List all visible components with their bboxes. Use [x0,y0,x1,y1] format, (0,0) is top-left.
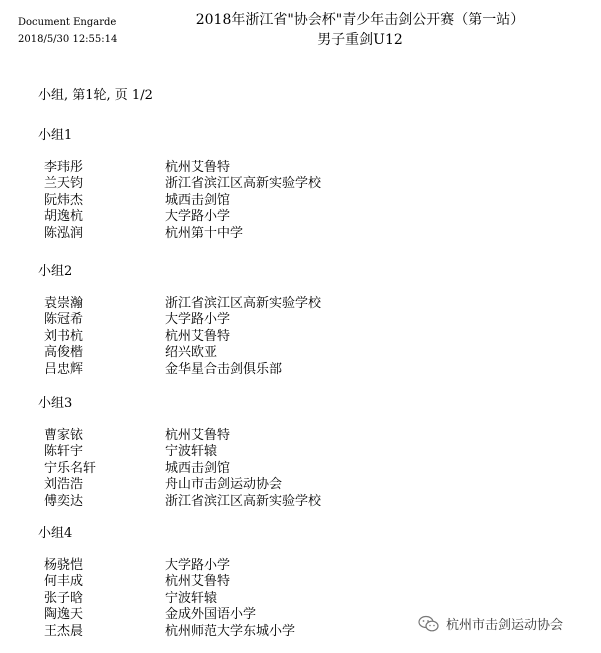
fencer-row [38,296,321,312]
fencer-row [38,226,321,242]
fencer-name: 胡逸杭 [44,209,84,225]
fencer-name: 阮炜杰 [44,192,84,208]
fencer-club: 城西击剑馆 [165,192,231,208]
fencer-club: 浙江省滨江区高新实验学校 [165,493,322,509]
fencer-row [38,362,321,378]
fencer-row [38,209,321,225]
fencer-list [38,428,321,510]
fencer-list [38,296,321,378]
fencer-row [38,345,321,361]
fencer-list [38,558,295,640]
fencer-club: 大学路小学 [165,312,231,328]
fencer-row [38,193,321,209]
group-title: 小组1 [38,128,73,143]
fencer-club: 大学路小学 [165,558,231,573]
header-left [18,14,117,48]
fencer-club: 城西击剑馆 [165,460,231,476]
fencer-row [38,428,321,444]
group-title: 小组3 [38,396,73,411]
group-block [38,262,321,378]
fencer-name: 兰天钧 [44,176,84,192]
fencer-club: 舟山市击剑运动协会 [165,477,283,493]
fencer-row [38,444,321,460]
fencer-name: 宁乐名轩 [44,460,97,476]
fencer-name: 杨骁恺 [44,558,84,573]
group-title: 小组4 [38,526,73,541]
fencer-club: 金成外国语小学 [165,607,257,623]
fencer-club: 杭州艾鲁特 [165,428,231,443]
fencer-list [38,160,321,242]
header-title-block [140,10,580,50]
fencer-row [38,461,321,477]
fencer-name: 陈轩宇 [44,444,84,460]
fencer-name: 吕忠辉 [44,361,84,377]
fencer-name: 刘浩浩 [44,477,84,493]
round-info: 小组, 第1轮, 页 1/2 [38,88,153,103]
fencer-name: 袁崇瀚 [44,296,84,311]
fencer-club: 浙江省滨江区高新实验学校 [165,296,322,311]
watermark [418,614,563,633]
fencer-club: 宁波轩辕 [165,444,218,460]
fencer-row [38,477,321,493]
competition-title: 2018年浙江省"协会杯"青少年击剑公开赛（第一站） [195,12,525,28]
fencer-club: 杭州艾鲁特 [165,574,231,590]
group-block [38,126,321,242]
fencer-row [38,591,295,607]
fencer-club: 浙江省滨江区高新实验学校 [165,176,322,192]
fencer-name: 陈冠希 [44,312,84,328]
group-block [38,524,295,640]
fencer-name: 陶逸天 [44,607,84,623]
fencer-name: 傅奕达 [44,493,84,509]
fencer-club: 杭州艾鲁特 [165,328,231,344]
fencer-club: 杭州艾鲁特 [165,160,231,175]
fencer-row [38,574,295,590]
fencer-row [38,176,321,192]
group-title: 小组2 [38,264,73,279]
software-name: Document Engarde [18,17,117,28]
watermark-text: 杭州市击剑运动协会 [446,618,564,633]
group-block [38,394,321,510]
fencer-row [38,607,295,623]
wechat-icon [418,615,440,633]
fencer-club: 杭州第十中学 [165,225,244,241]
fencer-name: 何丰成 [44,574,84,590]
fencer-name: 高俊楷 [44,345,84,361]
fencer-row [38,624,295,640]
fencer-name: 曹家铱 [44,428,84,443]
print-datetime: 2018/5/30 12:55:14 [18,34,118,45]
fencer-row [38,329,321,345]
fencer-club: 杭州师范大学东城小学 [165,623,296,639]
fencer-name: 陈泓润 [44,225,84,241]
fencer-name: 李玮彤 [44,160,84,175]
fencer-club: 大学路小学 [165,209,231,225]
fencer-name: 张子晗 [44,590,84,606]
fencer-row [38,494,321,510]
fencer-row [38,312,321,328]
fencer-club: 宁波轩辕 [165,590,218,606]
event-subtitle: 男子重剑U12 [317,32,403,48]
fencer-name: 刘书杭 [44,328,84,344]
fencer-row [38,160,321,176]
fencer-name: 王杰晨 [44,623,84,639]
fencer-club: 金华星合击剑俱乐部 [165,361,283,377]
fencer-row [38,558,295,574]
fencer-club: 绍兴欧亚 [165,345,218,361]
